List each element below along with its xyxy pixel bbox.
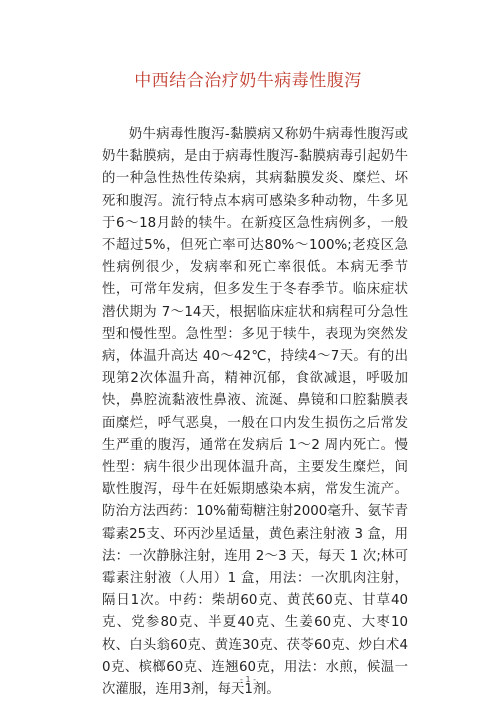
- document-title: 中西结合治疗奶牛病毒性腹泻: [134, 71, 362, 91]
- page-number: - 1 -: [240, 675, 256, 684]
- document-body-paragraph: 奶牛病毒性腹泻-黏膜病又称奶牛病毒性腹泻或奶牛黏膜病，是由于病毒性腹泻-黏膜病毒引起奶牛的一种急性热性传染病，其病黏膜发炎、糜烂、坏死和腹泻。流行特点本病可感染多种动物，牛多见于6～18月龄的犊牛。在新疫区急性病例多，一般不超过5%，但死亡率可达80%～100%;老疫区急性病例很少，发病率和死亡率很低。本病无季节性，可常年发病，但多发生于冬春季节。临床症状潜伏期为 7～14天，根据临床症状和病程可分急性型和慢性型。急性型：多见于犊牛，表现为突然发病，体温升高达 40～42℃，持续4～7天。有的出现第2次体温升高，精神沉郁，食欲减退，呼吸加快，鼻腔流黏液性鼻液、流涎、鼻镜和口腔黏膜表面糜烂，呼气恶臭，一般在口内发生损伤之后常发生严重的腹泻，通常在发病后 1～2 周内死亡。慢性型：病牛很少出现体温升高，主要发生糜烂，间歇性腹泻，母牛在妊娠期感染本病，常发生流产。防治方法西药：10%葡萄糖注射2000毫升、氨苄青霉素25支、环丙沙星适量，黄色素注射液 3 盒，用法：一次静脉注射，连用 2～3 天，每天 1 次;林可霉素注射液（人用）1 盒，用法：一次肌肉注射，隔日1次。中药：柴胡60克、黄芪60克、甘草40克、党参80克、半夏40克、生姜60克、大枣10枚、白头翁60克、黄连30克、茯苓60克、炒白术40克、槟榔60克、连翘60克，用法：水煎，候温一次灌服，连用3剂，每天1剂。: [102, 127, 408, 698]
